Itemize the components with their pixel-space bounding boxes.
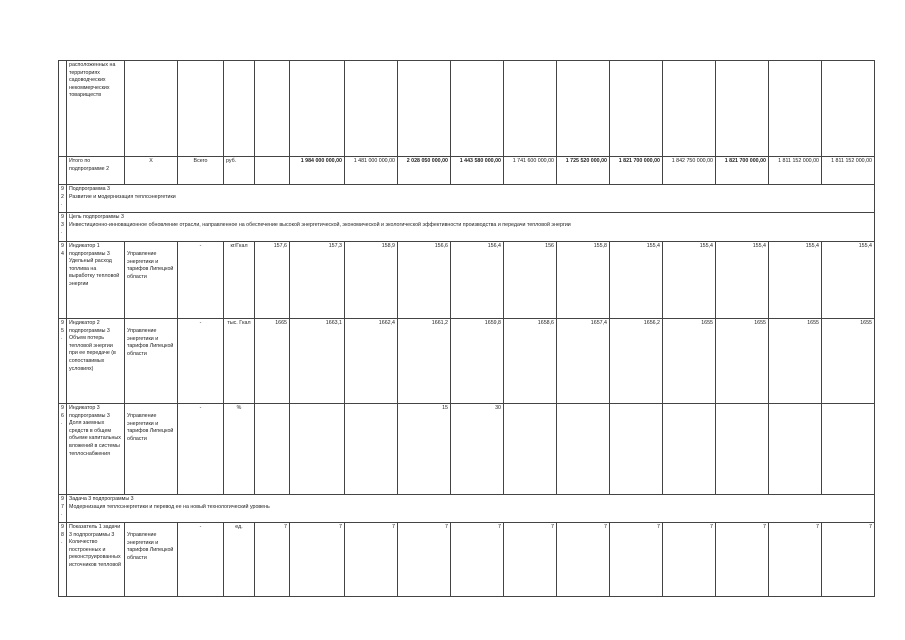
responsible-cell xyxy=(125,404,178,495)
responsible-text: Управление энергетики и тарифов Липецкой области xyxy=(127,413,174,442)
code-cell: - xyxy=(178,319,224,404)
value-cell xyxy=(663,404,716,495)
section-title-cell xyxy=(67,213,875,242)
total-unit-cell: руб. xyxy=(224,157,255,185)
value-cell: 156,4 xyxy=(451,242,504,319)
section-title-cell xyxy=(67,495,875,523)
value-cell xyxy=(769,404,822,495)
value-cell: 7 xyxy=(504,523,557,597)
value-cell: 155,4 xyxy=(769,242,822,319)
value-cell: 155,8 xyxy=(557,242,610,319)
value-cell xyxy=(822,404,875,495)
value-cell: 7 xyxy=(769,523,822,597)
value-cell: 7 xyxy=(716,523,769,597)
value-cell: 7 xyxy=(557,523,610,597)
row-number-cell: 94 xyxy=(59,242,67,319)
section-number-cell: 97. xyxy=(59,495,67,523)
section-number-cell: 93. xyxy=(59,213,67,242)
code-cell: - xyxy=(178,523,224,597)
total-value-cell xyxy=(255,157,290,185)
value-cell: 156,6 xyxy=(398,242,451,319)
row-number-cell: 96. xyxy=(59,404,67,495)
indicator-name-cell: Индикатор 3 подпрограммы 3 Доля заемных средств в общем объеме капитальных вложений в системы теплоснабжения xyxy=(67,404,125,495)
value-cell: 7 xyxy=(398,523,451,597)
indicator-name-cell: Индикатор 1 подпрограммы 3 Удельный расход топлива на выработку тепловой энергии xyxy=(67,242,125,319)
value-cell: 1656,2 xyxy=(610,319,663,404)
value-cell: 7 xyxy=(345,523,398,597)
total-value-cell: 1 821 700 000,00 xyxy=(610,157,663,185)
total-source-cell: Всего xyxy=(178,157,224,185)
total-name-cell: Итого по подпрограмме 2 xyxy=(67,157,125,185)
total-value-cell: 1 811 152 000,00 xyxy=(822,157,875,185)
value-cell: 1657,4 xyxy=(557,319,610,404)
value-cell: 1655 xyxy=(716,319,769,404)
table-row-indicator xyxy=(59,319,875,404)
value-cell: 155,4 xyxy=(610,242,663,319)
indicator-name-cell: Показатель 1 задачи 3 подпрограммы 3 Количество построенных и реконструированных источников тепловой xyxy=(67,523,125,597)
indicator-name-cell: Индикатор 2 подпрограммы 3 Объем потерь тепловой энергии при ее передаче (в сопоставимых условиях) xyxy=(67,319,125,404)
table-row-indicator xyxy=(59,523,875,597)
code-cell: - xyxy=(178,404,224,495)
row-number-cell: 98. xyxy=(59,523,67,597)
responsible-cell xyxy=(125,319,178,404)
value-cell: 30 xyxy=(451,404,504,495)
unit-cell: % xyxy=(224,404,255,495)
value-cell: 155,4 xyxy=(822,242,875,319)
section-text: Инвестиционно-инновационное обновление отрасли, направленное на обеспечение высокой энергетической, экономической и экологической эффективности производства и передачи тепловой энергии xyxy=(69,221,571,228)
value-cell: 157,6 xyxy=(255,242,290,319)
total-value-cell: 1 481 000 000,00 xyxy=(345,157,398,185)
row-number-cell xyxy=(59,61,67,157)
responsible-cell xyxy=(125,242,178,319)
section-text: Развитие и модернизация теплоэнергетики xyxy=(69,193,176,200)
row-number-cell: 95. xyxy=(59,319,67,404)
total-value-cell: 1 821 700 000,00 xyxy=(716,157,769,185)
total-value-cell: 1 842 750 000,00 xyxy=(663,157,716,185)
value-cell: 1665 xyxy=(255,319,290,404)
value-cell: 7 xyxy=(451,523,504,597)
unit-cell: ед. xyxy=(224,523,255,597)
code-cell: - xyxy=(178,242,224,319)
table-row-indicator xyxy=(59,404,875,495)
value-cell xyxy=(504,404,557,495)
section-heading: Задача 3 подпрограммы 3 xyxy=(69,496,134,502)
total-code-cell: Х xyxy=(125,157,178,185)
table-row-indicator xyxy=(59,242,875,319)
section-heading: Цель подпрограммы 3 xyxy=(69,214,124,220)
value-cell: 1655 xyxy=(769,319,822,404)
section-number-cell: 92. xyxy=(59,185,67,213)
total-value-cell: 1 741 600 000,00 xyxy=(504,157,557,185)
value-cell xyxy=(290,404,345,495)
total-value-cell: 2 028 050 000,00 xyxy=(398,157,451,185)
value-cell: 1658,6 xyxy=(504,319,557,404)
value-cell xyxy=(610,404,663,495)
responsible-text: Управление энергетики и тарифов Липецкой области xyxy=(127,532,174,561)
value-cell xyxy=(255,404,290,495)
total-value-cell: 1 984 000 000,00 xyxy=(290,157,345,185)
value-cell: 158,9 xyxy=(345,242,398,319)
value-cell xyxy=(716,404,769,495)
value-cell: 157,3 xyxy=(290,242,345,319)
value-cell: 7 xyxy=(663,523,716,597)
value-cell: 7 xyxy=(822,523,875,597)
value-cell: 1655 xyxy=(822,319,875,404)
value-cell: 7 xyxy=(290,523,345,597)
section-text: Модернизация теплоэнергетики и перевод ее на новый технологический уровень xyxy=(69,503,270,510)
total-value-cell: 1 443 580 000,00 xyxy=(451,157,504,185)
table-row-section xyxy=(59,495,875,523)
unit-cell: кг/Гкал xyxy=(224,242,255,319)
section-heading: Подпрограмма 3 xyxy=(69,186,110,192)
responsible-text: Управление энергетики и тарифов Липецкой области xyxy=(127,328,174,357)
unit-cell: тыс. Гкал xyxy=(224,319,255,404)
value-cell: 156 xyxy=(504,242,557,319)
value-cell xyxy=(345,404,398,495)
value-cell: 1661,2 xyxy=(398,319,451,404)
responsible-text: Управление энергетики и тарифов Липецкой области xyxy=(127,251,174,280)
row-name-cell: расположенных на территориях садоводческих некоммерческих товариществ xyxy=(67,61,125,157)
value-cell: 155,4 xyxy=(716,242,769,319)
value-cell: 15 xyxy=(398,404,451,495)
table-row-section xyxy=(59,213,875,242)
value-cell: 7 xyxy=(610,523,663,597)
table-row-section xyxy=(59,185,875,213)
value-cell: 1655 xyxy=(663,319,716,404)
value-cell: 1662,4 xyxy=(345,319,398,404)
value-cell: 7 xyxy=(255,523,290,597)
value-cell: 1663,1 xyxy=(290,319,345,404)
section-title-cell xyxy=(67,185,875,213)
value-cell xyxy=(557,404,610,495)
total-value-cell: 1 811 152 000,00 xyxy=(769,157,822,185)
value-cell: 1659,8 xyxy=(451,319,504,404)
table-row-total xyxy=(59,157,875,185)
total-value-cell: 1 725 520 000,00 xyxy=(557,157,610,185)
table-row-continuation xyxy=(59,61,875,157)
responsible-cell xyxy=(125,523,178,597)
row-number-cell xyxy=(59,157,67,185)
value-cell: 155,4 xyxy=(663,242,716,319)
program-table xyxy=(58,60,875,597)
